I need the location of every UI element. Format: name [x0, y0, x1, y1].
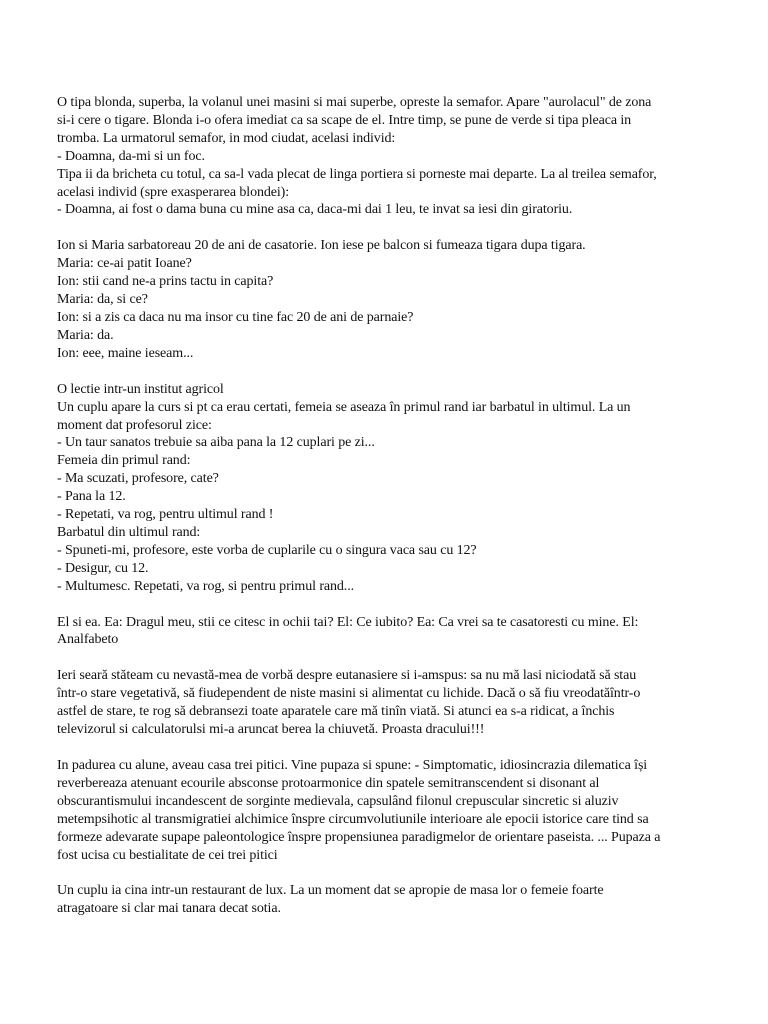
- paragraph-gap: [57, 219, 729, 237]
- text-line: - Spuneti-mi, profesore, este vorba de cuplarile cu o singura vaca sau cu 12?: [57, 542, 477, 558]
- text-line: formeze adevarate supape paleontologice înspre propensiunea paradigmelor de orientare paseista. ... Pupaza a: [57, 829, 661, 845]
- text-line: - Un taur sanatos trebuie sa aiba pana la 12 cuplari pe zi...: [57, 435, 375, 451]
- paragraph-gap: [57, 649, 729, 667]
- text-line: Femeia din primul rand:: [57, 453, 191, 469]
- text-line: Analfabeto: [57, 632, 119, 648]
- text-line: Maria: da, si ce?: [57, 292, 148, 308]
- paragraph-gap: [57, 864, 729, 882]
- text-line: tromba. La urmatorul semafor, in mod ciudat, acelasi individ:: [57, 130, 396, 146]
- joke-paragraph: [57, 757, 729, 864]
- text-line: Un cuplu ia cina intr-un restaurant de lux. La un moment dat se apropie de masa lor o femeie foarte: [57, 883, 604, 899]
- document-page: [57, 94, 729, 918]
- text-line: Un cuplu apare la curs si pt ca erau certati, femeia se aseaza în primul rand iar barbatul in ultimul. La un: [57, 399, 631, 415]
- text-line: reverbereaza atenuant ecourile absconse protoarmonice din spatele semitranscendent si disonant al: [57, 775, 600, 791]
- text-line: Maria: da.: [57, 327, 114, 343]
- text-line: - Ma scuzati, profesore, cate?: [57, 471, 219, 487]
- text-line: In padurea cu alune, aveau casa trei pitici. Vine pupaza si spune: - Simptomatic, idiosincrazia dilematica își: [57, 758, 648, 773]
- text-line: - Pana la 12.: [57, 489, 126, 505]
- text-line: metempsihotic al transmigratiei alchimice înspre circumvolutiunile interioare ale epocii istorice care tind sa: [57, 811, 649, 827]
- text-line: astfel de stare, te rog să debransezi toate aparatele care mă tinîn viată. Si atunci ea s-a ridicat, a închis: [57, 704, 615, 720]
- text-line: O tipa blonda, superba, la volanul unei masini si mai superbe, opreste la semafor. Apare "aurolacul" de zona: [57, 95, 652, 110]
- text-line: Ieri seară stăteam cu nevastă-mea de vorbă despre eutanasiere si i-amspus: sa nu mă lasi niciodată să stau: [57, 668, 637, 684]
- text-line: - Multumesc. Repetati, va rog, si pentru primul rand...: [57, 578, 354, 594]
- text-line: Barbatul din ultimul rand:: [57, 524, 201, 540]
- joke-paragraph: [57, 237, 729, 362]
- text-line: si-i cere o tigare. Blonda i-o ofera imediat ca sa scape de el. Intre timp, se pune de verde si tipa pleaca in: [57, 112, 632, 128]
- text-line: El si ea. Ea: Dragul meu, stii ce citesc in ochii tai? El: Ce iubito? Ea: Ca vrei sa te casatoresti cu mine. El:: [57, 614, 639, 630]
- joke-paragraph: [57, 882, 729, 918]
- text-line: Maria: ce-ai patit Ioane?: [57, 256, 192, 272]
- text-line: Ion: stii cand ne-a prins tactu in capita?: [57, 274, 274, 290]
- joke-paragraph: [57, 94, 729, 219]
- text-line: Ion si Maria sarbatoreau 20 de ani de casatorie. Ion iese pe balcon si fumeaza tigara dupa tigara.: [57, 238, 586, 254]
- text-line: - Doamna, ai fost o dama buna cu mine asa ca, daca-mi dai 1 leu, te invat sa iesi din giratoriu.: [57, 202, 573, 218]
- text-line: O lectie intr-un institut agricol: [57, 381, 224, 397]
- paragraph-gap: [57, 363, 729, 381]
- text-line: televizorul si calculatorulsi mi-a aruncat berea la chiuvetă. Proasta dracului!!!: [57, 722, 485, 738]
- text-line: obscurantismului incandescent de sorginte medievala, capsulând filonul crepuscular sincretic si aluziv: [57, 793, 619, 809]
- paragraph-gap: [57, 739, 729, 757]
- text-line: acelasi individ (spre exasperarea blondei):: [57, 184, 290, 200]
- text-line: moment dat profesorul zice:: [57, 417, 212, 433]
- text-line: atragatoare si clar mai tanara decat sotia.: [57, 901, 281, 917]
- text-line: - Doamna, da-mi si un foc.: [57, 148, 205, 164]
- text-line: fost ucisa cu bestialitate de cei trei pitici: [57, 847, 278, 863]
- text-line: Ion: si a zis ca daca nu ma insor cu tine fac 20 de ani de parnaie?: [57, 309, 414, 325]
- joke-paragraph: [57, 381, 729, 596]
- joke-paragraph: [57, 614, 729, 650]
- joke-paragraph: [57, 667, 729, 739]
- text-line: Ion: eee, maine ieseam...: [57, 345, 194, 361]
- text-line: - Repetati, va rog, pentru ultimul rand !: [57, 507, 274, 523]
- text-line: într-o stare vegetativă, să fiudependent de niste masini si alimentat cu lichide. Dacă o să fiu vreodatăîntr-o: [57, 686, 641, 702]
- text-line: - Desigur, cu 12.: [57, 560, 149, 576]
- paragraph-gap: [57, 596, 729, 614]
- text-line: Tipa ii da bricheta cu totul, ca sa-l vada plecat de linga portiera si porneste mai departe. La al treilea semafor,: [57, 166, 657, 182]
